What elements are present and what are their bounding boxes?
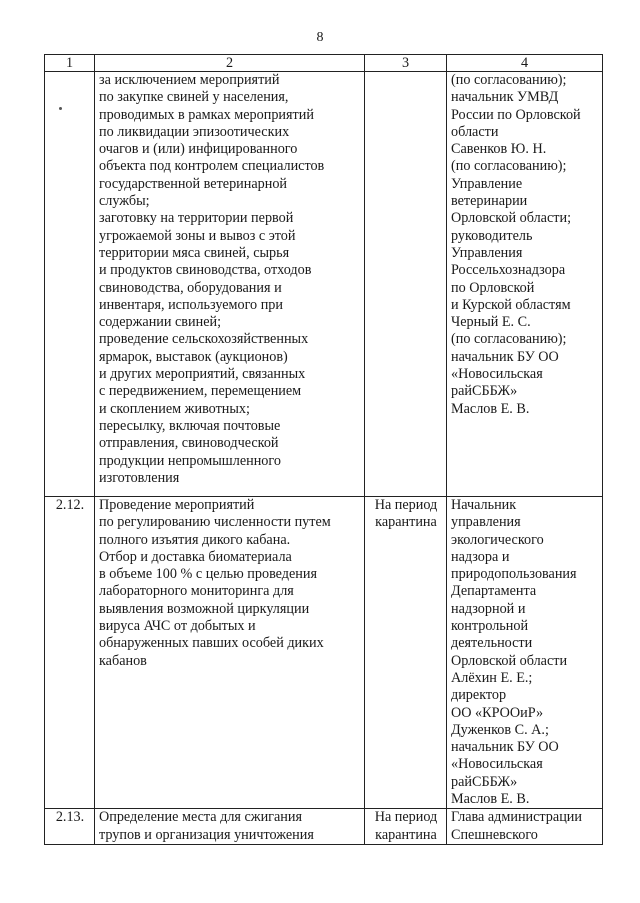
column-header-3: 3	[365, 55, 447, 72]
cell-text-line: заготовку на территории первой	[99, 210, 294, 227]
measure-description-cell	[95, 497, 365, 809]
cell-text-line: Орловской области;	[451, 210, 572, 227]
cell-text-line: изготовления	[99, 469, 180, 486]
cell-text-line: кабанов	[99, 652, 147, 669]
cell-text-line: Глава администрации	[451, 809, 582, 826]
measures-table	[44, 54, 603, 845]
cell-text-line: Савенков Ю. Н.	[451, 141, 547, 158]
row-number: 2.12.	[55, 497, 85, 513]
cell-text-line: начальник БУ ОО	[451, 739, 559, 756]
cell-text-line: Отбор и доставка биоматериала	[99, 548, 292, 565]
cell-text-line: карантина	[375, 514, 437, 531]
cell-text-line: свиноводства, оборудования и	[99, 279, 282, 296]
cell-text-line: по Орловской	[451, 279, 535, 296]
cell-text-line: руководитель	[451, 227, 533, 244]
cell-text-line: лабораторного мониторинга для	[99, 583, 294, 600]
column-header-1: 1	[45, 55, 95, 72]
page-number: 8	[316, 30, 324, 45]
cell-text-line: очагов и (или) инфицированного	[99, 141, 298, 158]
cell-text-line: надзора и	[451, 548, 510, 565]
cell-text-line: райСББЖ»	[451, 773, 518, 790]
column-header-4: 4	[447, 55, 603, 72]
cell-text-line: ОО «КРООиР»	[451, 704, 544, 721]
cell-text-line: «Новосильская	[451, 366, 543, 383]
cell-text-line: продукции непромышленного	[99, 452, 281, 469]
cell-text-line: райСББЖ»	[451, 383, 518, 400]
cell-text-line: Спешневского	[451, 826, 538, 843]
cell-text-line: Дуженков С. А.;	[451, 721, 549, 738]
table-row	[45, 497, 603, 809]
cell-text-line: (по согласованию);	[451, 331, 567, 348]
cell-text-line: угрожаемой зоны и вывоз с этой	[99, 227, 296, 244]
cell-text-line: «Новосильская	[451, 756, 543, 773]
cell-text-line: Управления	[451, 244, 523, 261]
cell-text-line: пересылку, включая почтовые	[99, 417, 281, 434]
cell-text-line: надзорной и	[451, 600, 526, 617]
cell-text-line: выявления возможной циркуляции	[99, 600, 310, 617]
cell-text-line: управления	[451, 514, 521, 531]
measure-description-cell	[95, 72, 365, 497]
scan-mark	[59, 107, 62, 110]
column-header-2: 2	[95, 55, 365, 72]
table-header-row	[45, 55, 603, 72]
cell-text-line: начальник БУ ОО	[451, 348, 559, 365]
responsible-cell	[447, 72, 603, 497]
term-cell	[365, 497, 447, 809]
row-number-cell	[45, 497, 95, 809]
table-row	[45, 72, 603, 497]
cell-text-line: карантина	[375, 826, 437, 843]
cell-text-line: трупов и организация уничтожения	[99, 826, 314, 843]
row-number-cell	[45, 809, 95, 845]
cell-text-line: экологического	[451, 531, 544, 548]
cell-text-line: объекта под контролем специалистов	[99, 158, 325, 175]
cell-text-line: содержании свиней;	[99, 314, 222, 331]
cell-text-line: полного изъятия дикого кабана.	[99, 531, 291, 548]
cell-text-line: Маслов Е. В.	[451, 791, 530, 808]
cell-text-line: за исключением мероприятий	[99, 72, 280, 88]
cell-text-line: по закупке свиней у населения,	[99, 89, 289, 106]
cell-text-line: деятельности	[451, 635, 533, 652]
term-cell	[365, 72, 447, 497]
cell-text-line: и Курской областям	[451, 296, 571, 313]
cell-text-line: Проведение мероприятий	[99, 497, 255, 513]
cell-text-line: ярмарок, выставок (аукционов)	[99, 348, 288, 365]
cell-text-line: Орловской области	[451, 652, 568, 669]
cell-text-line: Черный Е. С.	[451, 314, 531, 331]
cell-text-line: директор	[451, 687, 507, 704]
cell-text-line: природопользования	[451, 566, 577, 583]
cell-text-line: Начальник	[451, 497, 517, 513]
cell-text-line: контрольной	[451, 618, 529, 635]
term-cell	[365, 809, 447, 845]
cell-text-line: На период	[374, 497, 438, 513]
cell-text-line: службы;	[99, 193, 150, 210]
measure-description-cell	[95, 809, 365, 845]
cell-text-line: проводимых в рамках мероприятий	[99, 106, 314, 123]
cell-text-line: начальник УМВД	[451, 89, 559, 106]
cell-text-line: Определение места для сжигания	[99, 809, 302, 826]
cell-text-line: (по согласованию);	[451, 72, 567, 88]
cell-text-line: Управление	[451, 175, 523, 192]
cell-text-line: территории мяса свиней, сырья	[99, 244, 290, 261]
cell-text-line: и продуктов свиноводства, отходов	[99, 262, 312, 279]
cell-text-line: инвентаря, используемого при	[99, 296, 283, 313]
cell-text-line: с передвижением, перемещением	[99, 383, 302, 400]
cell-text-line: ветеринарии	[451, 193, 528, 210]
cell-text-line: На период	[374, 809, 438, 826]
cell-text-line: обнаруженных павших особей диких	[99, 635, 324, 652]
cell-text-line: государственной ветеринарной	[99, 175, 288, 192]
cell-text-line: по ликвидации эпизоотических	[99, 123, 290, 140]
row-number-cell	[45, 72, 95, 497]
cell-text-line: по регулированию численности путем	[99, 514, 331, 531]
responsible-cell	[447, 809, 603, 845]
row-number: 2.13.	[55, 809, 85, 826]
cell-text-line: и других мероприятий, связанных	[99, 366, 306, 383]
table-row	[45, 809, 603, 845]
cell-text-line: Маслов Е. В.	[451, 400, 530, 417]
responsible-cell	[447, 497, 603, 809]
cell-text-line: России по Орловской	[451, 106, 581, 123]
cell-text-line: вируса АЧС от добытых и	[99, 618, 256, 635]
cell-text-line: Департамента	[451, 583, 537, 600]
cell-text-line: в объеме 100 % с целью проведения	[99, 566, 318, 583]
cell-text-line: (по согласованию);	[451, 158, 567, 175]
cell-text-line: Алёхин Е. Е.;	[451, 669, 533, 686]
cell-text-line: проведение сельскохозяйственных	[99, 331, 309, 348]
cell-text-line: области	[451, 123, 499, 140]
cell-text-line: отправления, свиноводческой	[99, 435, 279, 452]
cell-text-line: Россельхознадзора	[451, 262, 566, 279]
cell-text-line: и скоплением животных;	[99, 400, 250, 417]
